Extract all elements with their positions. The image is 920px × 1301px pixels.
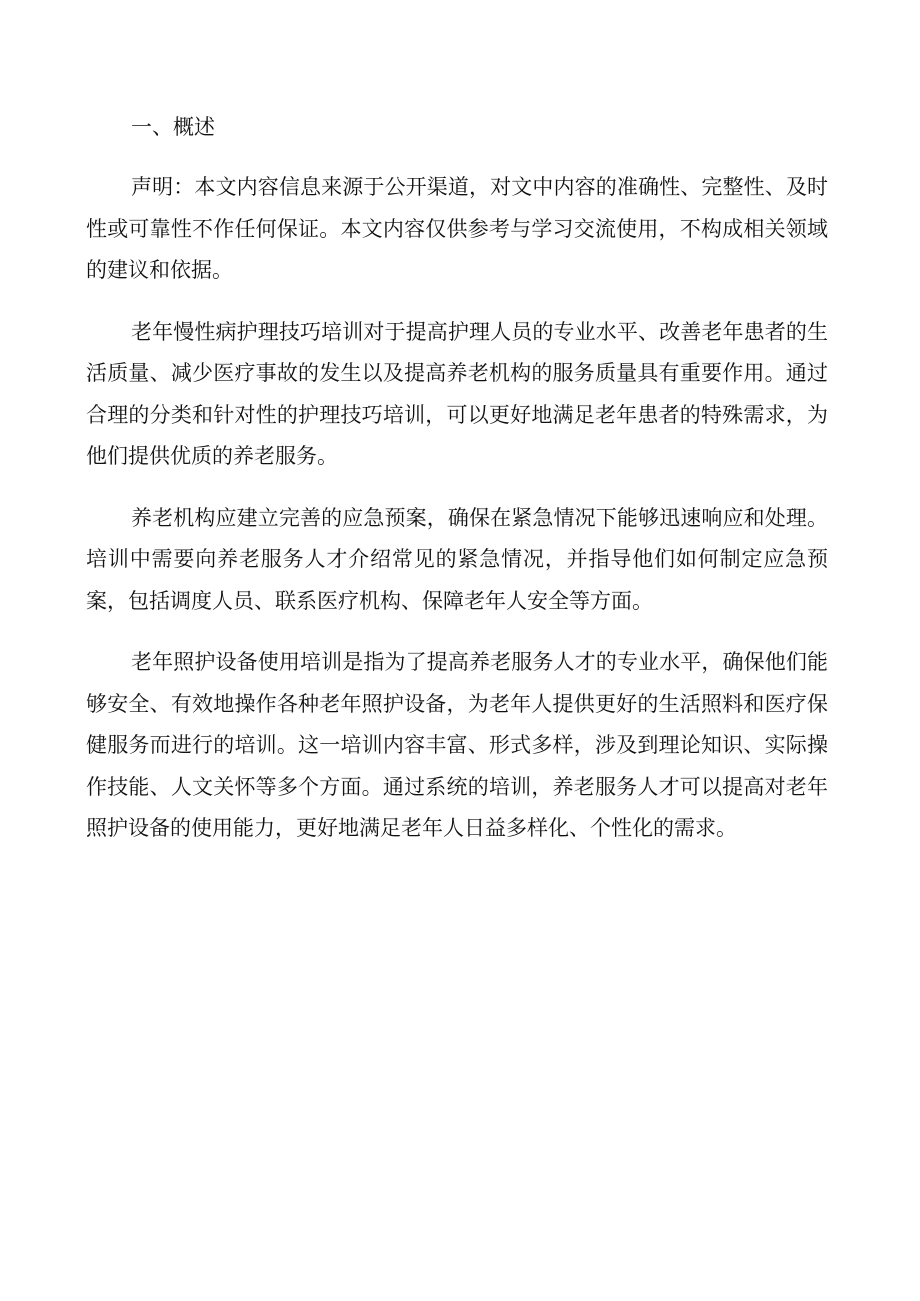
document-page	[86, 112, 828, 870]
paragraph-disclaimer: 声明：本文内容信息来源于公开渠道，对文中内容的准确性、完整性、及时性或可靠性不作任何保证。本文内容仅供参考与学习交流使用，不构成相关领域的建议和依据。	[86, 175, 828, 282]
paragraph-equipment-training: 老年照护设备使用培训是指为了提高养老服务人才的专业水平，确保他们能够安全、有效地操作各种老年照护设备，为老年人提供更好的生活照料和医疗保健服务而进行的培训。这一培训内容丰富、形式多样，涉及到理论知识、实际操作技能、人文关怀等多个方面。通过系统的培训，养老服务人才可以提高对老年照护设备的使用能力，更好地满足老年人日益多样化、个性化的需求。	[86, 650, 828, 840]
section-heading: 一、概述	[131, 115, 215, 139]
paragraph-emergency-plan: 养老机构应建立完善的应急预案，确保在紧急情况下能够迅速响应和处理。培训中需要向养老服务人才介绍常见的紧急情况，并指导他们如何制定应急预案，包括调度人员、联系医疗机构、保障老年人安全等方面。	[86, 505, 828, 613]
paragraph-chronic-care-training: 老年慢性病护理技巧培训对于提高护理人员的专业水平、改善老年患者的生活质量、减少医疗事故的发生以及提高养老机构的服务质量具有重要作用。通过合理的分类和针对性的护理技巧培训，可以更好地满足老年患者的特殊需求，为他们提供优质的养老服务。	[86, 319, 828, 468]
